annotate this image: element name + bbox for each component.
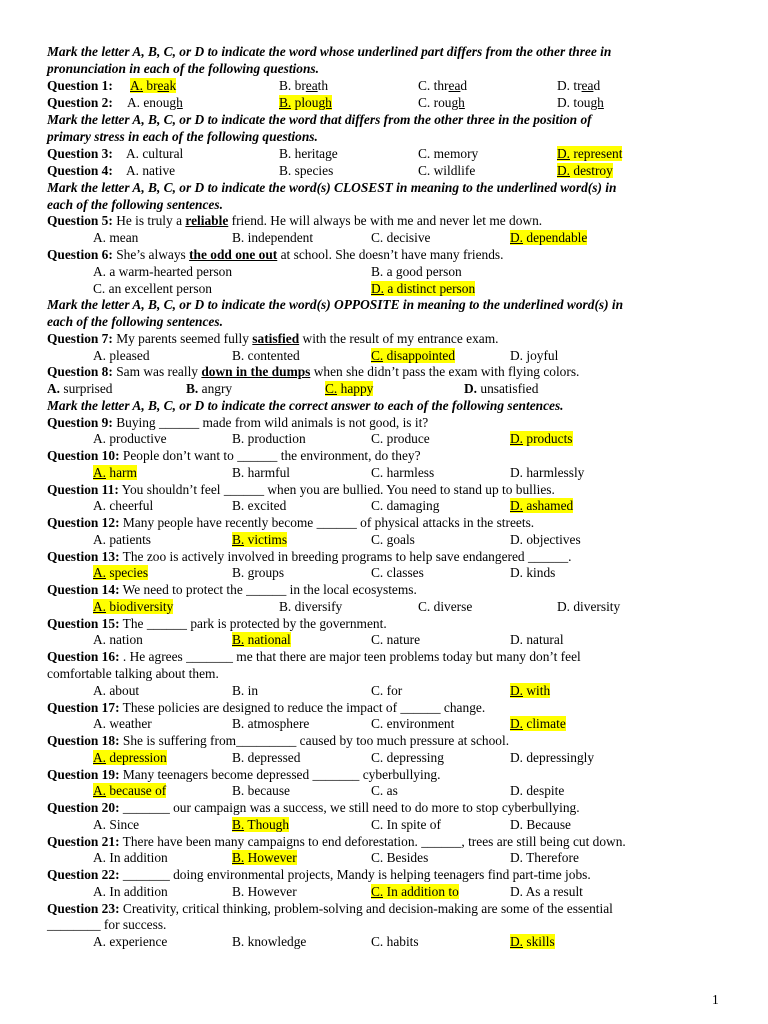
q3-option-b[interactable]: B. heritage [279, 146, 338, 161]
q17-option-d[interactable]: D. climate [510, 716, 566, 731]
q16-option-c[interactable]: C. for [371, 683, 403, 698]
q15-option-c[interactable]: C. nature [371, 632, 421, 647]
q8-option-b[interactable]: B. angry [186, 381, 233, 396]
q13-option-d[interactable]: D. kinds [510, 565, 556, 580]
q11-option-d[interactable]: D. ashamed [510, 498, 574, 513]
q13-option-a[interactable]: A. species [93, 565, 149, 580]
q18-option-c[interactable]: C. depressing [371, 750, 444, 765]
question-23-cont: ________ for success. [47, 917, 167, 932]
question-23: Question 23: Creativity, critical thinking, problem-solving and decision-making are some of the essential [47, 901, 613, 916]
q10-option-d[interactable]: D. harmlessly [510, 465, 585, 480]
q1-option-b[interactable]: B. breath [279, 78, 329, 93]
q13-option-c[interactable]: C. classes [371, 565, 424, 580]
q5-option-b[interactable]: B. independent [232, 230, 314, 245]
question-11: Question 11: You shouldn’t feel ______ when you are bullied. You need to stand up to bullies. [47, 482, 555, 497]
instruction-closest-cont: each of the following sentences. [47, 197, 223, 212]
q22-option-b[interactable]: B. However [232, 884, 297, 899]
q15-option-b[interactable]: B. national [232, 632, 291, 647]
q20-option-a[interactable]: A. Since [93, 817, 140, 832]
q12-option-d[interactable]: D. objectives [510, 532, 581, 547]
q3-option-d[interactable]: D. represent [557, 146, 623, 161]
question-20: Question 20: _______ our campaign was a success, we still need to do more to stop cyberbullying. [47, 800, 580, 815]
question-2: Question 2: [47, 95, 113, 110]
q1-option-a[interactable]: A. break [130, 78, 177, 93]
q21-option-b[interactable]: B. However [232, 850, 297, 865]
q6-option-d[interactable]: D. a distinct person [371, 281, 476, 296]
question-6: Question 6: She’s always the odd one out at school. She doesn’t have many friends. [47, 247, 504, 262]
question-16-cont: comfortable talking about them. [47, 666, 219, 681]
q19-option-d[interactable]: D. despite [510, 783, 565, 798]
question-1 [47, 78, 113, 94]
q14-option-a[interactable]: A. biodiversity [93, 599, 174, 614]
question-4: Question 4: [47, 163, 113, 178]
q19-option-b[interactable]: B. because [232, 783, 291, 798]
q20-option-b[interactable]: B. Though [232, 817, 290, 832]
q10-option-b[interactable]: B. harmful [232, 465, 291, 480]
q21-option-a[interactable]: A. In addition [93, 850, 168, 865]
q14-option-c[interactable]: C. diverse [418, 599, 473, 614]
question-7: Question 7: My parents seemed fully satisfied with the result of my entrance exam. [47, 331, 499, 346]
q16-option-d[interactable]: D. with [510, 683, 551, 698]
q15-option-a[interactable]: A. nation [93, 632, 143, 647]
q9-option-a[interactable]: A. productive [93, 431, 167, 446]
q12-option-c[interactable]: C. goals [371, 532, 415, 547]
q23-option-c[interactable]: C. habits [371, 934, 419, 949]
q9-option-c[interactable]: C. produce [371, 431, 430, 446]
question-14: Question 14: We need to protect the ______ in the local ecosystems. [47, 582, 417, 597]
instruction-stress-cont: primary stress in each of the following questions. [47, 129, 318, 144]
q15-option-d[interactable]: D. natural [510, 632, 564, 647]
q18-option-a[interactable]: A. depression [93, 750, 167, 765]
q12-option-a[interactable]: A. patients [93, 532, 152, 547]
question-18: Question 18: She is suffering from_________ caused by too much pressure at school. [47, 733, 510, 748]
question-13: Question 13: The zoo is actively involved in breeding programs to help save endangered ______. [47, 549, 572, 564]
q16-option-a[interactable]: A. about [93, 683, 140, 698]
q19-option-c[interactable]: C. as [371, 783, 398, 798]
q9-option-d[interactable]: D. products [510, 431, 573, 446]
q4-option-c[interactable]: C. wildlife [418, 163, 476, 178]
q2-option-b[interactable]: B. plough [279, 95, 332, 110]
q19-option-a[interactable]: A. because of [93, 783, 167, 798]
instruction-correct: Mark the letter A, B, C, or D to indicate the correct answer to each of the following sentences. [47, 398, 564, 413]
q16-option-b[interactable]: B. in [232, 683, 259, 698]
q8-option-a[interactable]: A. surprised [47, 381, 113, 396]
q6-option-a[interactable]: A. a warm-hearted person [93, 264, 233, 279]
q11-option-b[interactable]: B. excited [232, 498, 287, 513]
q6-option-b[interactable]: B. a good person [371, 264, 462, 279]
q23-option-a[interactable]: A. experience [93, 934, 168, 949]
q14-option-d[interactable]: D. diversity [557, 599, 621, 614]
instruction-pronunciation: Mark the letter A, B, C, or D to indicate the word whose underlined part differs from the other three in [47, 44, 612, 59]
q14-option-b[interactable]: B. diversify [279, 599, 343, 614]
instruction-opposite: Mark the letter A, B, C, or D to indicate the word(s) OPPOSITE in meaning to the underlined word(s) in [47, 297, 624, 312]
q2-option-d[interactable]: D. tough [557, 95, 604, 110]
q23-option-b[interactable]: B. knowledge [232, 934, 307, 949]
q21-option-d[interactable]: D. Therefore [510, 850, 579, 865]
q10-option-c[interactable]: C. harmless [371, 465, 435, 480]
question-22: Question 22: _______ doing environmental projects, Mandy is helping teenagers find part-time jobs. [47, 867, 591, 882]
q11-option-a[interactable]: A. cheerful [93, 498, 154, 513]
question-15: Question 15: The ______ park is protected by the government. [47, 616, 387, 631]
q3-option-a[interactable]: A. cultural [126, 146, 184, 161]
q11-option-c[interactable]: C. damaging [371, 498, 440, 513]
q2-option-a[interactable]: A. enough [127, 95, 183, 110]
question-12: Question 12: Many people have recently become ______ of physical attacks in the streets. [47, 515, 535, 530]
q20-option-c[interactable]: C. In spite of [371, 817, 441, 832]
q22-option-c[interactable]: C. In addition to [371, 884, 459, 899]
q7-option-a[interactable]: A. pleased [93, 348, 150, 363]
q4-option-d[interactable]: D. destroy [557, 163, 613, 178]
q8-option-c[interactable]: C. happy [325, 381, 374, 396]
question-16: Question 16: . He agrees _______ me that there are major teen problems today but many don’t feel [47, 649, 581, 664]
q4-option-b[interactable]: B. species [279, 163, 334, 178]
q1-option-d[interactable]: D. tread [557, 78, 601, 93]
q21-option-c[interactable]: C. Besides [371, 850, 429, 865]
q3-option-c[interactable]: C. memory [418, 146, 479, 161]
instruction-pronunciation-cont: pronunciation in each of the following questions. [47, 61, 319, 76]
q2-option-c[interactable]: C. rough [418, 95, 465, 110]
q20-option-d[interactable]: D. Because [510, 817, 571, 832]
question-8: Question 8: Sam was really down in the dumps when she didn’t pass the exam with flying colors. [47, 364, 580, 379]
q5-option-d[interactable]: D. dependable [510, 230, 588, 245]
question-19: Question 19: Many teenagers become depressed _______ cyberbullying. [47, 767, 441, 782]
q7-option-d[interactable]: D. joyful [510, 348, 559, 363]
question-10: Question 10: People don’t want to ______ the environment, do they? [47, 448, 421, 463]
page-number: 1 [712, 992, 719, 1007]
question-label: Question 1: [47, 78, 113, 93]
q22-option-a[interactable]: A. In addition [93, 884, 168, 899]
q1-option-c[interactable]: C. thread [418, 78, 468, 93]
q18-option-b[interactable]: B. depressed [232, 750, 301, 765]
question-21: Question 21: There have been many campaigns to end deforestation. ______, trees are still being cut down. [47, 834, 626, 849]
q5-option-a[interactable]: A. mean [93, 230, 139, 245]
q17-option-c[interactable]: C. environment [371, 716, 455, 731]
q9-option-b[interactable]: B. production [232, 431, 306, 446]
q8-option-d[interactable]: D. unsatisfied [464, 381, 539, 396]
q7-option-b[interactable]: B. contented [232, 348, 300, 363]
question-3: Question 3: [47, 146, 113, 161]
question-17: Question 17: These policies are designed to reduce the impact of ______ change. [47, 700, 486, 715]
q7-option-c[interactable]: C. disappointed [371, 348, 456, 363]
q22-option-d[interactable]: D. As a result [510, 884, 583, 899]
question-9: Question 9: Buying ______ made from wild animals is not good, is it? [47, 415, 429, 430]
question-5: Question 5: He is truly a reliable friend. He will always be with me and never let me down. [47, 213, 543, 228]
instruction-stress: Mark the letter A, B, C, or D to indicate the word that differs from the other three in the position of [47, 112, 592, 127]
q12-option-b[interactable]: B. victims [232, 532, 288, 547]
q17-option-b[interactable]: B. atmosphere [232, 716, 310, 731]
q17-option-a[interactable]: A. weather [93, 716, 152, 731]
q23-option-d[interactable]: D. skills [510, 934, 555, 949]
instruction-closest: Mark the letter A, B, C, or D to indicate the word(s) CLOSEST in meaning to the underlined word(s) in [47, 180, 617, 195]
q4-option-a[interactable]: A. native [126, 163, 176, 178]
q6-option-c[interactable]: C. an excellent person [93, 281, 212, 296]
q5-option-c[interactable]: C. decisive [371, 230, 431, 245]
q13-option-b[interactable]: B. groups [232, 565, 285, 580]
instruction-opposite-cont: each of the following sentences. [47, 314, 223, 329]
q18-option-d[interactable]: D. depressingly [510, 750, 595, 765]
q10-option-a[interactable]: A. harm [93, 465, 137, 480]
